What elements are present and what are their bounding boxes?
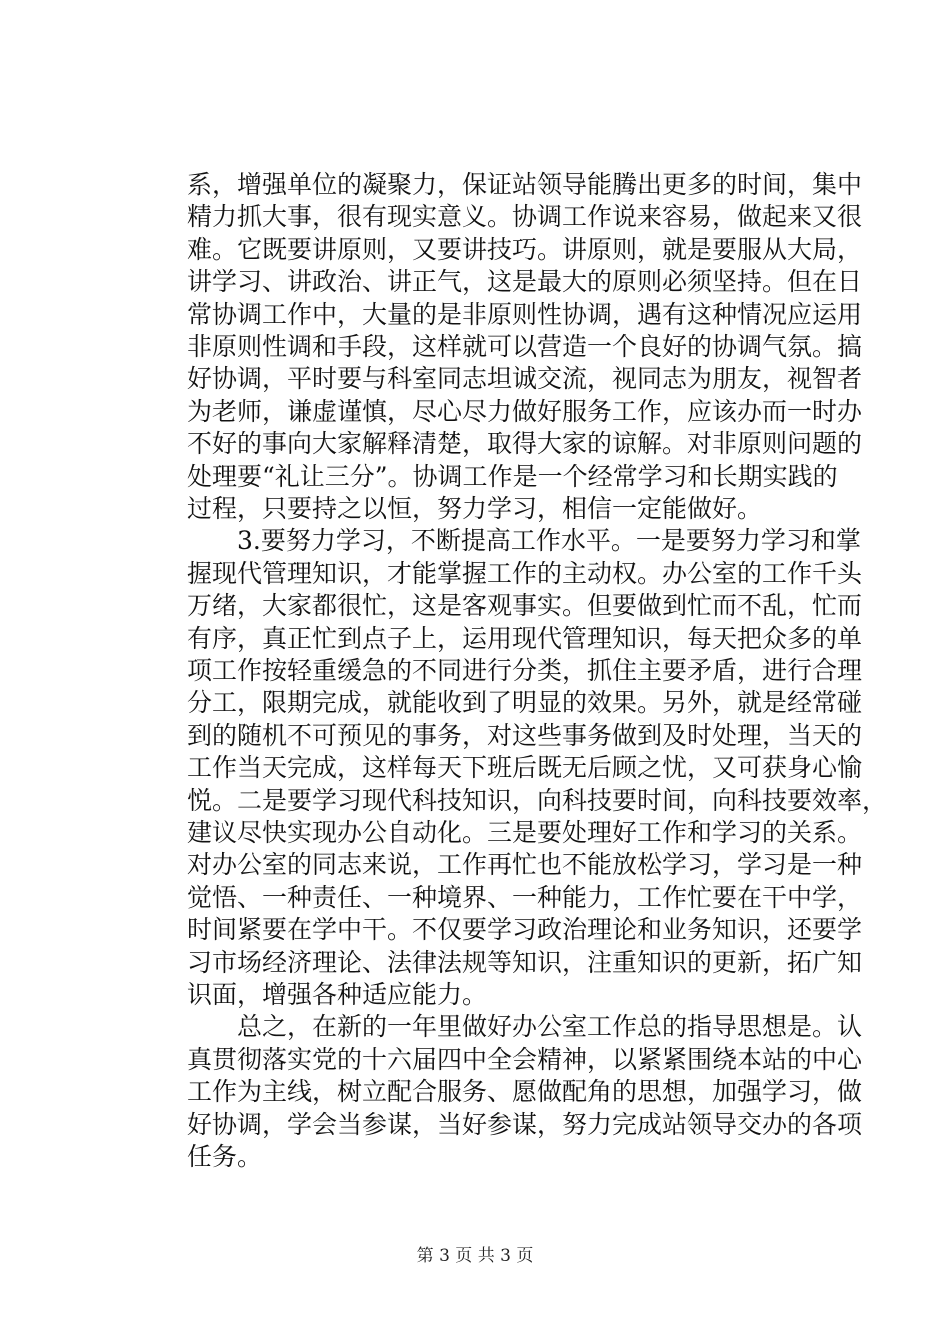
text-line: 精力抓大事，很有现实意义。协调工作说来容易，做起来又很 (187, 202, 863, 232)
text-line: 真贯彻落实党的十六届四中全会精神，以紧紧围绕本站的中心 (187, 1044, 863, 1074)
text-line: 习市场经济理论、法律法规等知识，注重知识的更新，拓广知 (187, 947, 863, 977)
text-line: 识面，增强各种适应能力。 (187, 980, 488, 1009)
text-line: 好协调，学会当参谋，当好参谋，努力完成站领导交办的各项 (187, 1109, 863, 1139)
text-line: 分工，限期完成，就能收到了明显的效果。另外，就是经常碰 (187, 688, 863, 718)
text-line: 建议尽快实现办公自动化。三是要处理好工作和学习的关系。 (187, 818, 863, 847)
text-line: 总之，在新的一年里做好办公室工作总的指导思想是。认 (187, 1012, 863, 1042)
text-line: 为老师，谦虚谨慎，尽心尽力做好服务工作，应该办而一时办 (187, 396, 863, 426)
text-line: 时间紧要在学中干。不仅要学习政治理论和业务知识，还要学 (187, 915, 863, 945)
text-line: 有序，真正忙到点子上，运用现代管理知识，每天把众多的单 (187, 623, 863, 653)
text-line: 常协调工作中，大量的是非原则性协调，遇有这种情况应运用 (187, 299, 863, 329)
text-line: 万绪，大家都很忙，这是客观事实。但要做到忙而不乱，忙而 (187, 591, 863, 621)
text-line: 3.要努力学习，不断提高工作水平。一是要努力学习和掌 (187, 526, 861, 556)
text-line: 处理要“礼让三分”。协调工作是一个经常学习和长期实践的 (187, 461, 838, 491)
text-line: 讲学习、讲政治、讲正气，这是最大的原则必须坚持。但在日 (187, 267, 863, 297)
page-footer: 第 3 页 共 3 页 (416, 1246, 534, 1266)
text-line: 难。它既要讲原则，又要讲技巧。讲原则，就是要服从大局， (187, 234, 863, 264)
text-line: 工作当天完成，这样每天下班后既无后顾之忧，又可获身心愉 (187, 753, 863, 783)
text-line: 系，增强单位的凝聚力，保证站领导能腾出更多的时间，集中 (187, 170, 863, 199)
text-line: 项工作按轻重缓急的不同进行分类，抓住主要矛盾，进行合理 (187, 656, 863, 685)
text-line: 非原则性调和手段，这样就可以营造一个良好的协调气氛。搞 (187, 332, 863, 361)
text-line: 工作为主线，树立配合服务、愿做配角的思想，加强学习，做 (187, 1077, 863, 1107)
text-line: 不好的事向大家解释清楚，取得大家的谅解。对非原则问题的 (187, 429, 863, 459)
text-line: 到的随机不可预见的事务，对这些事务做到及时处理，当天的 (187, 720, 863, 750)
text-line: 悦。二是要学习现代科技知识，向科技要时间，向科技要效率， (187, 785, 888, 815)
text-line: 握现代管理知识，才能掌握工作的主动权。办公室的工作千头 (187, 558, 863, 588)
text-line: 过程，只要持之以恒，努力学习，相信一定能做好。 (187, 494, 763, 523)
text-line: 觉悟、一种责任、一种境界、一种能力，工作忙要在干中学， (187, 882, 863, 912)
text-line: 好协调，平时要与科室同志坦诚交流，视同志为朋友，视智者 (187, 364, 863, 394)
text-line: 任务。 (187, 1142, 263, 1171)
text-line: 对办公室的同志来说，工作再忙也不能放松学习，学习是一种 (187, 850, 863, 880)
